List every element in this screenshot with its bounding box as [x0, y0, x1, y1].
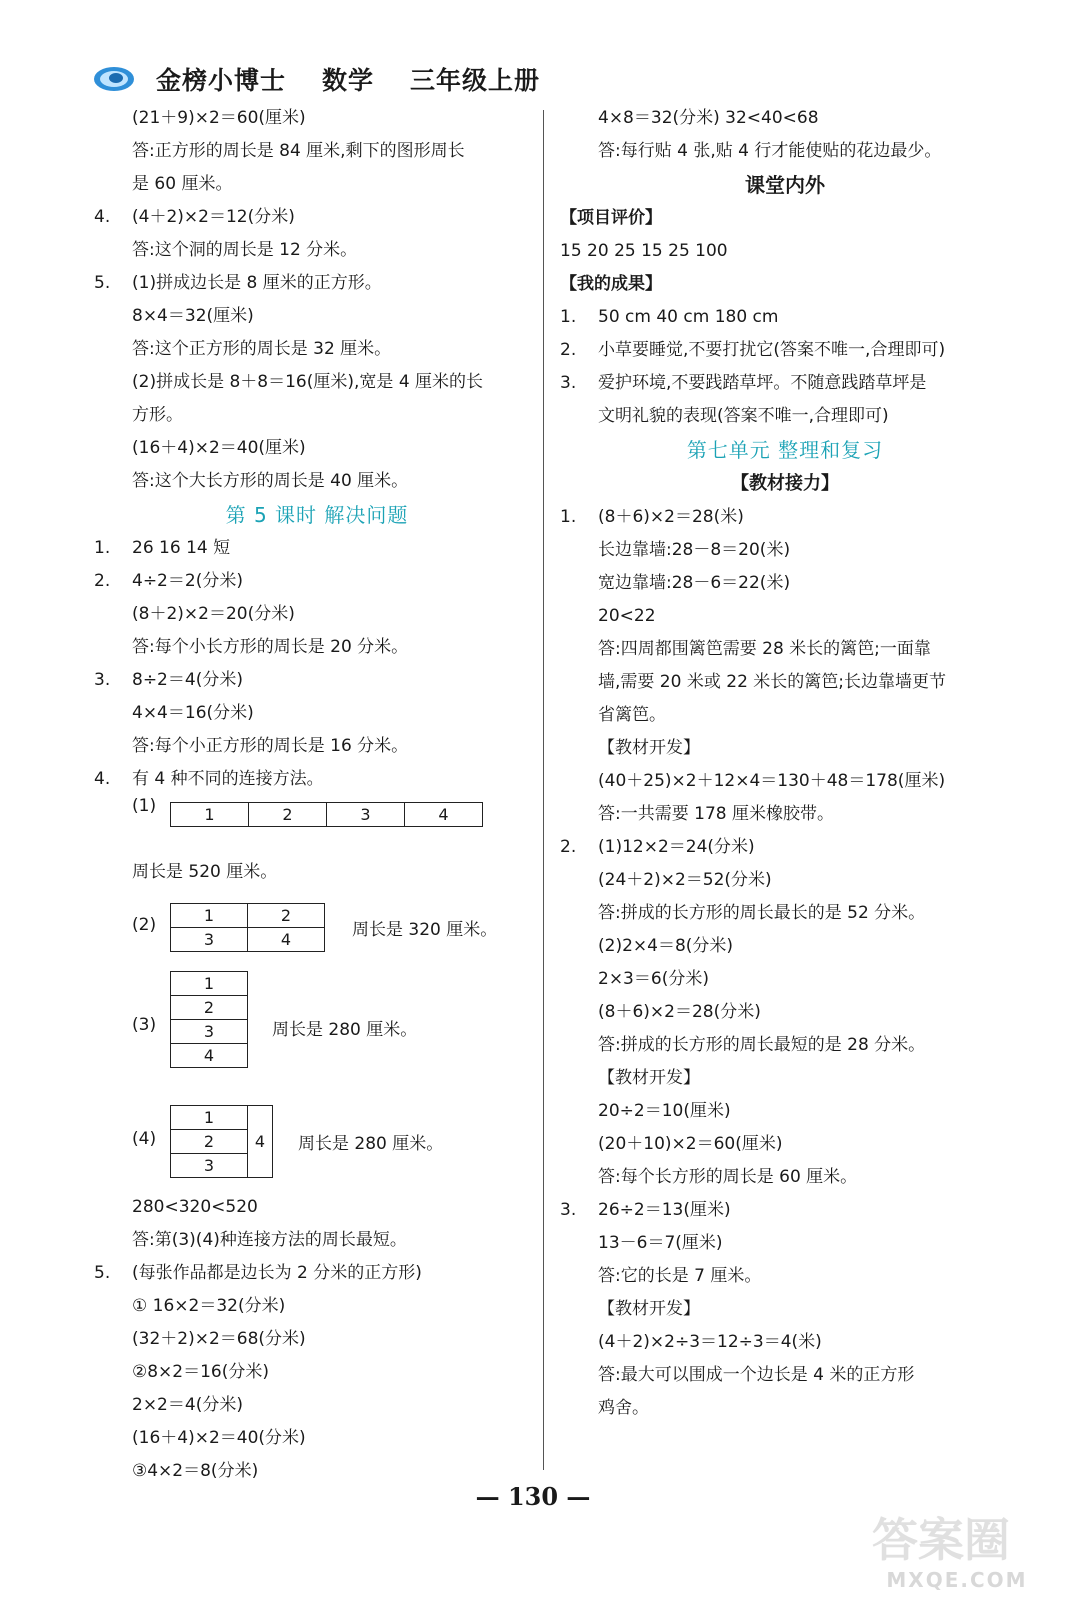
text: (4＋2)×2＝12(分米) [132, 207, 295, 227]
text-line: 280<320<520 [132, 1197, 258, 1217]
text-line: (20＋10)×2＝60(厘米) [598, 1134, 783, 1154]
text: 26 16 14 短 [132, 538, 231, 558]
text-line: 答:每个小长方形的周长是 20 分米。 [132, 637, 409, 657]
answer-1 [94, 532, 540, 565]
answer-3 [94, 664, 540, 697]
text-line: 答:拼成的长方形的周长最短的是 28 分米。 [598, 1035, 926, 1055]
text: 26÷2＝13(厘米) [598, 1200, 731, 1220]
figure-3 [94, 965, 540, 1089]
question-number: 3. [560, 373, 577, 393]
section-title-unit7: 第七单元 整理和复习 [686, 438, 884, 462]
text: 小草要睡觉,不要打扰它(答案不唯一,合理即可) [598, 340, 946, 360]
text-line: 答:每个长方形的周长是 60 厘米。 [598, 1167, 858, 1187]
text-line: (40＋25)×2＋12×4＝130＋48＝178(厘米) [598, 771, 946, 791]
grid-cell: 3 [171, 1154, 248, 1178]
text-line: 答:这个大长方形的周长是 40 厘米。 [132, 471, 409, 491]
subsection-heading: 【教材开发】 [598, 1299, 700, 1319]
grid-cell-tall: 4 [248, 1106, 273, 1178]
text-line: (16＋4)×2＝40(分米) [132, 1428, 306, 1448]
text: 有 4 种不同的连接方法。 [132, 769, 324, 789]
text-line: (24＋2)×2＝52(分米) [598, 870, 772, 890]
figure-4 [94, 1089, 540, 1191]
review-3 [560, 1194, 1010, 1227]
subsection-heading: 【我的成果】 [560, 274, 662, 294]
subsection-heading: 【教材开发】 [598, 738, 700, 758]
text: 爱护环境,不要践踏草坪。不随意践踏草坪是 [598, 373, 927, 393]
text-line: 4×8＝32(分米) 32<40<68 [598, 108, 819, 128]
figure-1 [94, 796, 540, 856]
watermark [862, 1504, 1052, 1592]
review-1 [560, 501, 1010, 534]
grid-cell: 2 [171, 1130, 248, 1154]
subsection-heading: 【项目评价】 [560, 208, 662, 228]
text-line: ②8×2＝16(分米) [132, 1362, 270, 1382]
text: 4÷2＝2(分米) [132, 571, 243, 591]
figure-caption: 周长是 280 厘米。 [272, 1020, 418, 1040]
text-line: 答:最大可以围成一个边长是 4 米的正方形 [598, 1365, 915, 1385]
logo-icon [92, 64, 136, 94]
result-1 [560, 301, 1010, 334]
page-number: — 130 — [475, 1482, 591, 1511]
question-number: 1. [560, 307, 577, 327]
text-line: 答:一共需要 178 厘米橡胶带。 [598, 804, 834, 824]
text-line: 20÷2＝10(厘米) [598, 1101, 731, 1121]
answer-2 [94, 565, 540, 598]
figure-2-grid [170, 903, 325, 952]
question-number: 5. [94, 273, 111, 293]
text-line: 答:正方形的周长是 84 厘米,剩下的图形周长 [132, 141, 465, 161]
text-line: 答:每个小正方形的周长是 16 分米。 [132, 736, 409, 756]
subject: 数学 [322, 66, 375, 95]
subsection-title: 【教材接力】 [731, 473, 839, 494]
grid-cell: 2 [249, 803, 327, 827]
grid-cell: 3 [171, 928, 248, 952]
text-line: 2×3＝6(分米) [598, 969, 709, 989]
text-line: (32＋2)×2＝68(分米) [132, 1329, 306, 1349]
answer-5 [94, 1257, 540, 1290]
section-title-classroom: 课堂内外 [745, 173, 825, 197]
text-line: 答:第(3)(4)种连接方法的周长最短。 [132, 1230, 407, 1250]
figure-label: (2) [132, 915, 157, 935]
section-title-lesson5: 第 5 课时 解决问题 [225, 503, 409, 527]
text-line: 20<22 [598, 606, 656, 626]
left-column [94, 102, 540, 1488]
grid-cell: 1 [171, 904, 248, 928]
text-line: (8＋2)×2＝20(分米) [132, 604, 295, 624]
text: (1)拼成边长是 8 厘米的正方形。 [132, 273, 382, 293]
figure-label: (3) [132, 1015, 157, 1035]
grid-cell: 1 [171, 1106, 248, 1130]
text-line: 答:拼成的长方形的周长最长的是 52 分米。 [598, 903, 926, 923]
text: 8÷2＝4(分米) [132, 670, 243, 690]
text-line: 答:它的长是 7 厘米。 [598, 1266, 762, 1286]
text: 50 cm 40 cm 180 cm [598, 307, 779, 327]
question-number: 2. [560, 837, 577, 857]
grid-cell: 1 [171, 803, 249, 827]
scores-line: 15 20 25 15 25 100 [560, 241, 728, 261]
figure-4-grid [170, 1105, 273, 1178]
grid-cell: 3 [327, 803, 405, 827]
text-line: (4＋2)×2÷3＝12÷3＝4(米) [598, 1332, 822, 1352]
text-line: 省篱笆。 [598, 705, 666, 725]
figure-label: (1) [132, 796, 157, 816]
text-line: 宽边靠墙:28－6＝22(米) [598, 573, 791, 593]
text-line: ③4×2＝8(分米) [132, 1461, 259, 1481]
question-number: 3. [560, 1200, 577, 1220]
review-2 [560, 831, 1010, 864]
text-line: (8＋6)×2＝28(分米) [598, 1002, 761, 1022]
question-4 [94, 201, 540, 234]
text-line: 8×4＝32(厘米) [132, 306, 254, 326]
text-line: 墙,需要 20 米或 22 米长的篱笆;长边靠墙更节 [598, 672, 947, 692]
text-line: (16＋4)×2＝40(厘米) [132, 438, 306, 458]
question-5 [94, 267, 540, 300]
text-line: 文明礼貌的表现(答案不唯一,合理即可) [598, 406, 889, 426]
question-number: 1. [560, 507, 577, 527]
figure-caption: 周长是 280 厘米。 [298, 1134, 444, 1154]
figure-1-caption: 周长是 520 厘米。 [132, 862, 278, 882]
text-line: 答:四周都围篱笆需要 28 米长的篱笆;一面靠 [598, 639, 931, 659]
answer-4 [94, 763, 540, 796]
brand-name: 金榜小博士 [156, 66, 287, 95]
text-line: (2)拼成长是 8＋8＝16(厘米),宽是 4 厘米的长 [132, 372, 484, 392]
text: (8＋6)×2＝28(米) [598, 507, 744, 527]
text: (每张作品都是边长为 2 分米的正方形) [132, 1263, 422, 1283]
question-number: 4. [94, 769, 111, 789]
text-line: (2)2×4＝8(分米) [598, 936, 734, 956]
watermark-logo: 答案圈 [872, 1513, 1010, 1567]
grid-cell: 4 [248, 928, 325, 952]
question-number: 4. [94, 207, 111, 227]
figure-3-grid [170, 971, 248, 1068]
subsection-heading: 【教材开发】 [598, 1068, 700, 1088]
text-line: 答:这个正方形的周长是 32 厘米。 [132, 339, 392, 359]
grid-cell: 4 [171, 1044, 248, 1068]
result-2 [560, 334, 1010, 367]
text-line: 长边靠墙:28－8＝20(米) [598, 540, 791, 560]
text-line: 答:这个洞的周长是 12 分米。 [132, 240, 358, 260]
grid-cell: 2 [171, 996, 248, 1020]
text-line: 方形。 [132, 405, 183, 425]
question-number: 2. [94, 571, 111, 591]
right-column [560, 102, 1010, 1425]
text-line: ① 16×2＝32(分米) [132, 1296, 286, 1316]
text-line: 2×2＝4(分米) [132, 1395, 243, 1415]
result-3 [560, 367, 1010, 400]
header [92, 62, 576, 96]
text-line: 13－6＝7(厘米) [598, 1233, 723, 1253]
question-number: 3. [94, 670, 111, 690]
question-number: 1. [94, 538, 111, 558]
figure-1-grid [170, 802, 483, 827]
text-line: 鸡舍。 [598, 1398, 649, 1418]
text-line: 答:每行贴 4 张,贴 4 行才能使贴的花边最少。 [598, 141, 942, 161]
grid-cell: 2 [248, 904, 325, 928]
grid-cell: 1 [171, 972, 248, 996]
text-line: 4×4＝16(分米) [132, 703, 254, 723]
watermark-url: MXQE.COM [886, 1568, 1028, 1592]
grade: 三年级上册 [410, 66, 541, 95]
figure-label: (4) [132, 1129, 157, 1149]
column-divider [543, 110, 544, 1470]
grid-cell: 4 [405, 803, 483, 827]
text: (1)12×2＝24(分米) [598, 837, 755, 857]
figure-2 [94, 889, 540, 965]
figure-caption: 周长是 320 厘米。 [352, 920, 498, 940]
grid-cell: 3 [171, 1020, 248, 1044]
text-line: (21＋9)×2＝60(厘米) [132, 108, 306, 128]
question-number: 2. [560, 340, 577, 360]
text-line: 是 60 厘米。 [132, 174, 233, 194]
question-number: 5. [94, 1263, 111, 1283]
